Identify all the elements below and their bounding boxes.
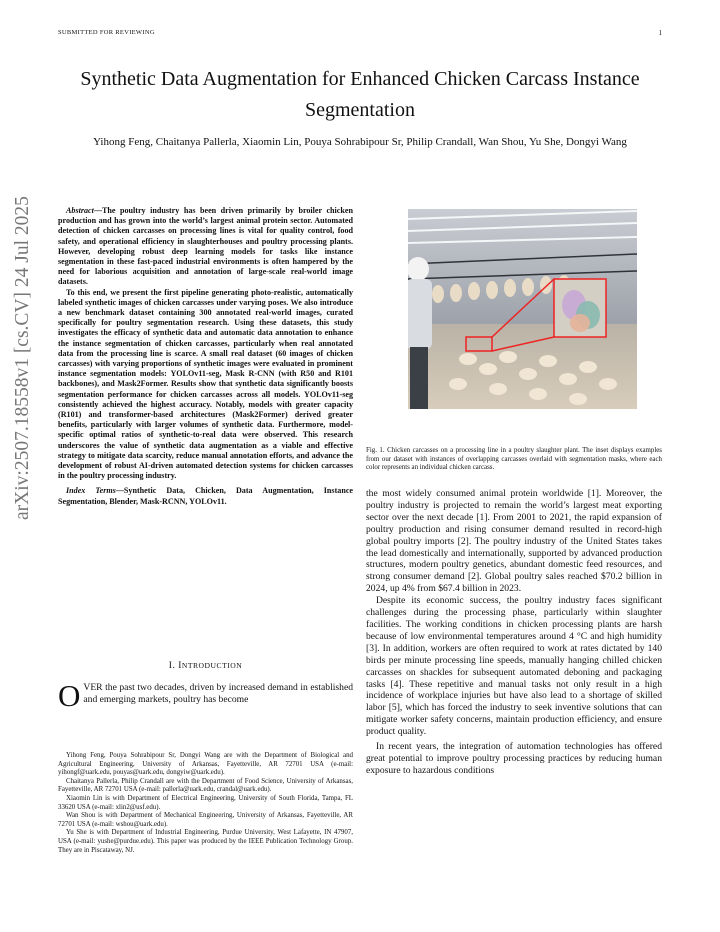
- footnote: Wan Shou is with Department of Mechanical Engineering, University of Arkansas, Fayetteville, AR 72701 USA (e-mail: wshou@uark.edu).: [58, 812, 353, 828]
- footnote: Xiaomin Lin is with Department of Electrical Engineering, University of South Florida, Tampa, FL 33620 USA (e-mail: xlin2@usf.edu).: [58, 794, 353, 811]
- figure-caption: Fig. 1. Chicken carcasses on a processing line in a poultry slaughter plant. The inset displays examples from our dataset with instances of overlapping carcasses overlaid with segmentation masks, where each color represents an individual chicken carcass.: [366, 447, 662, 472]
- page-number: 1: [658, 29, 662, 37]
- intro-text: VER the past two decades, driven by increased demand in established and emerging markets, poultry has become: [83, 682, 353, 705]
- right-column-text: [366, 488, 662, 777]
- figure-processing-line-photo: [408, 209, 637, 409]
- abstract-label: Abstract: [66, 206, 94, 215]
- processing-line-illustration: [408, 209, 637, 409]
- index-terms: [58, 486, 353, 506]
- index-terms-text: —Synthetic Data, Chicken, Data Augmentation, Instance Segmentation, Blender, Mask-RCNN, YOLOv11.: [58, 486, 354, 506]
- body-paragraph: the most widely consumed animal protein worldwide [1]. Moreover, the poultry industry is projected to remain the world’s largest meat exporting sector over the next decade [1]. From 2001 to 2021, the rapid expansion of poultry production and rising consumer demand resulted in record-high global poultry imports [2]. The poultry industry of the United States takes the lead domestically and internationally, supported by advanced production structures, modern poultry genetics, abundant domestic feed resources, and strong consumer demand [2]. Global poultry sales reached $70.2 billion in 2024, up 4% from $67.4 billion in 2023.: [366, 488, 662, 595]
- body-paragraph: Despite its economic success, the poultry industry faces significant challenges during the processing phase, particularly within slaughter facilities. The working conditions in chicken processing plants are harsh because of low environmental temperatures around 4 °C and high humidity [3]. In addition, workers are often required to work at rates dictated by 140 birds per minute processing line speeds, manually hanging chilled chicken carcasses on shackles for subsequent automated deboning and packaging tasks [4]. These repetitive and manual tasks not only result in a high incidence of workplace injuries but have also lead to a shortage of skilled labor [5], which has forced the industry to seek inventive solutions that can mitigate worker safety concerns, maintain production efficiency, and ensure product quality.: [366, 595, 662, 738]
- drop-cap: O: [58, 678, 81, 713]
- abstract-paragraph-2: To this end, we present the first pipeline generating photo-realistic, automatically labeled synthetic images of chicken carcasses under varying poses. We also introduce a new benchmark dataset containing 300 annotated real-world images, curated specifically for poultry segmentation research. Using these datasets, this study investigates the efficacy of synthetic data and automatic data annotation to enhance the instance segmentation of chicken carcasses, particularly when real annotated data from the processing line is scarce. A small real dataset (60 images of chicken carcasses) with varying proportions of synthetic images were evaluated in prominent instance segmentation models: YOLOv11-seg, Mask R-CNN (with R50 and R101 backbones), and Mask2Former. Results show that synthetic data significantly boosts segmentation performance for chicken carcasses across all models. YOLOv11-seg consistently achieved the highest accuracy. Notably, models with greater capacity (R101) and transformer-based architectures (Mask2Former) derived greater benefits, particularly with larger volumes of synthetic data. Furthermore, model-specific optimal ratios of synthetic-to-real data were observed. This research underscores the value of synthetic data augmentation as a viable and effective strategy to mitigate data scarcity, reduce manual annotation efforts, and advance the development of robust AI-driven automated detection systems for chicken carcasses in the poultry processing industry.: [58, 287, 353, 481]
- abstract-paragraph-1: [58, 206, 353, 288]
- footnote: Chaitanya Pallerla, Philip Crandall are with the Department of Food Science, University of Arkansas, Fayetteville, AR 72701 USA (e-mail: pallerla@uark.edu, crandal@uark.edu).: [58, 777, 353, 794]
- index-terms-label: Index Terms: [66, 486, 116, 496]
- section-heading-introduction: I. INTRODUCTION: [168, 661, 243, 671]
- abstract-block: [58, 206, 353, 507]
- intro-paragraph: [58, 678, 353, 713]
- body-paragraph: In recent years, the integration of automation technologies has offered great potential to improve poultry processing practices by reducing human exposure to hazardous conditions: [366, 741, 662, 776]
- abstract-text-1: —The poultry industry has been driven primarily by broiler chicken production and has grown into the world’s largest animal protein sector. Automated detection of chicken carcasses on processing lines is vital for quality control, food safety, and operational efficiency in slaughterhouses and poultry processing plants. However, developing robust deep learning models for tasks like instance segmentation in these fast-paced industrial environments is often hampered by the need for laborious acquisition and annotation of large-scale real-world image datasets.: [58, 206, 353, 287]
- footnote: Yihong Feng, Pouya Sohrabipour Sr, Dongyi Wang are with the Department of Biological and Agricultural Engineering, University of Arkansas, Fayetteville, AR 72701 USA (e-mail: yihongf@uark.edu, pouyas@uark.edu, dongyiw@uark.edu).: [58, 752, 353, 777]
- paper-title: Synthetic Data Augmentation for Enhanced Chicken Carcass Instance Segmentation: [80, 68, 640, 121]
- footnote: Yu She is with Department of Industrial Engineering, Purdue University, West Lafayette, IN 47907, USA (e-mail: yushe@purdue.edu). This paper was produced by the IEEE Publication Technology Group. They are in Piscataway, NJ.: [58, 829, 353, 854]
- arxiv-stamp: arXiv:2507.18558v1 [cs.CV] 24 Jul 2025: [12, 196, 33, 520]
- author-footnotes: [58, 752, 353, 855]
- author-list: Yihong Feng, Chaitanya Pallerla, Xiaomin Lin, Pouya Sohrabipour Sr, Philip Crandall, Wan Shou, Yu She, Dongyi Wang: [93, 136, 627, 148]
- running-header: SUBMITTED FOR REVIEWING: [58, 29, 155, 36]
